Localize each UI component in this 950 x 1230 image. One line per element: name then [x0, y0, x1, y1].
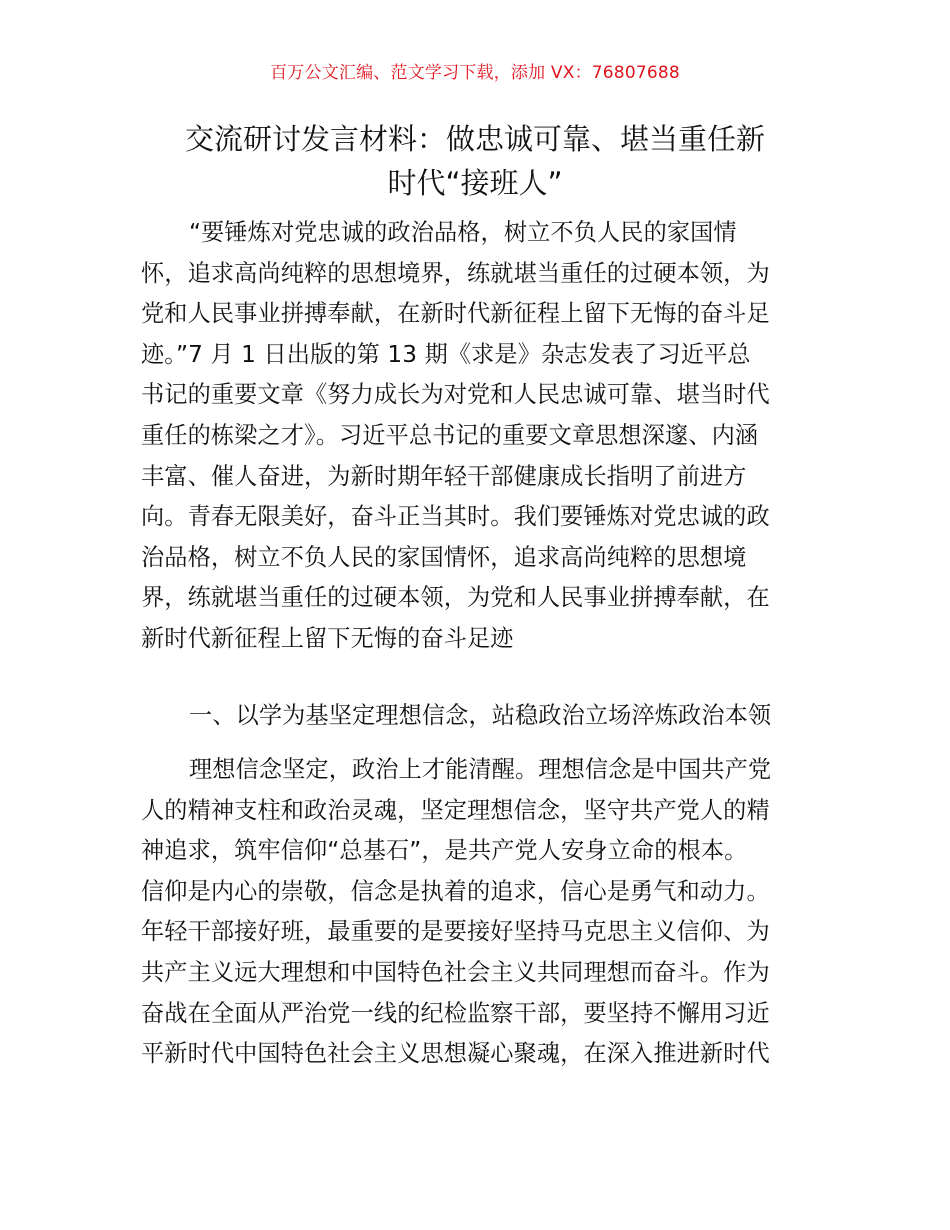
text-line: 信仰是内心的崇敬，信念是执着的追求，信心是勇气和动力。 — [141, 877, 770, 905]
watermark-banner: 百万公文汇编、范文学习下载，添加 VX：76807688 — [270, 63, 680, 83]
title-line: 交流研讨发言材料：做忠诚可靠、堪当重任新 — [184, 122, 765, 156]
text-line: 治品格，树立不负人民的家国情怀，追求高尚纯粹的思想境 — [141, 543, 747, 571]
text-line: “要锤炼对党忠诚的政治品格，树立不负人民的家国情 — [189, 219, 737, 246]
text-line: 新时代新征程上留下无悔的奋斗足迹 — [141, 624, 514, 652]
text-line: 向。青春无限美好，奋斗正当其时。我们要锤炼对党忠诚的政 — [141, 503, 770, 531]
heading-line: 一、以学为基坚定理想信念，站稳政治立场淬炼政治本领 — [189, 702, 772, 729]
text-line: 怀，追求高尚纯粹的思想境界，练就堪当重任的过硬本领，为 — [141, 259, 770, 287]
text-line: 年轻干部接好班，最重要的是要接好坚持马克思主义信仰、为 — [141, 918, 770, 946]
text-line: 书记的重要文章《努力成长为对党和人民忠诚可靠、堪当时代 — [141, 381, 770, 409]
text-line: 界，练就堪当重任的过硬本领，为党和人民事业拼搏奉献，在 — [141, 584, 770, 612]
text-line: 重任的栋梁之才》。习近平总书记的重要文章思想深邃、内涵 — [141, 421, 759, 449]
paragraph-intro — [141, 213, 813, 660]
text-line: 迹。”7 月 1 日出版的第 13 期《求是》杂志发表了习近平总 — [141, 340, 751, 368]
paragraph-section-1 — [141, 750, 813, 1075]
document-title — [140, 117, 810, 205]
text-line: 理想信念坚定，政治上才能清醒。理想信念是中国共产党 — [189, 756, 772, 783]
text-line: 共产主义远大理想和中国特色社会主义共同理想而奋斗。作为 — [141, 958, 770, 986]
text-line: 神追求，筑牢信仰“总基石”，是共产党人安身立命的根本。 — [141, 837, 748, 865]
title-line: 时代“接班人” — [387, 166, 563, 200]
text-line: 奋战在全面从严治党一线的纪检监察干部，要坚持不懈用习近 — [141, 999, 770, 1027]
text-line: 人的精神支柱和政治灵魂，坚定理想信念，坚守共产党人的精 — [141, 796, 770, 824]
text-line: 平新时代中国特色社会主义思想凝心聚魂，在深入推进新时代 — [141, 1040, 770, 1068]
text-line: 党和人民事业拼搏奉献，在新时代新征程上留下无悔的奋斗足 — [141, 300, 770, 328]
section-heading — [141, 696, 813, 737]
text-line: 丰富、催人奋进，为新时期年轻干部健康成长指明了前进方 — [141, 462, 747, 490]
